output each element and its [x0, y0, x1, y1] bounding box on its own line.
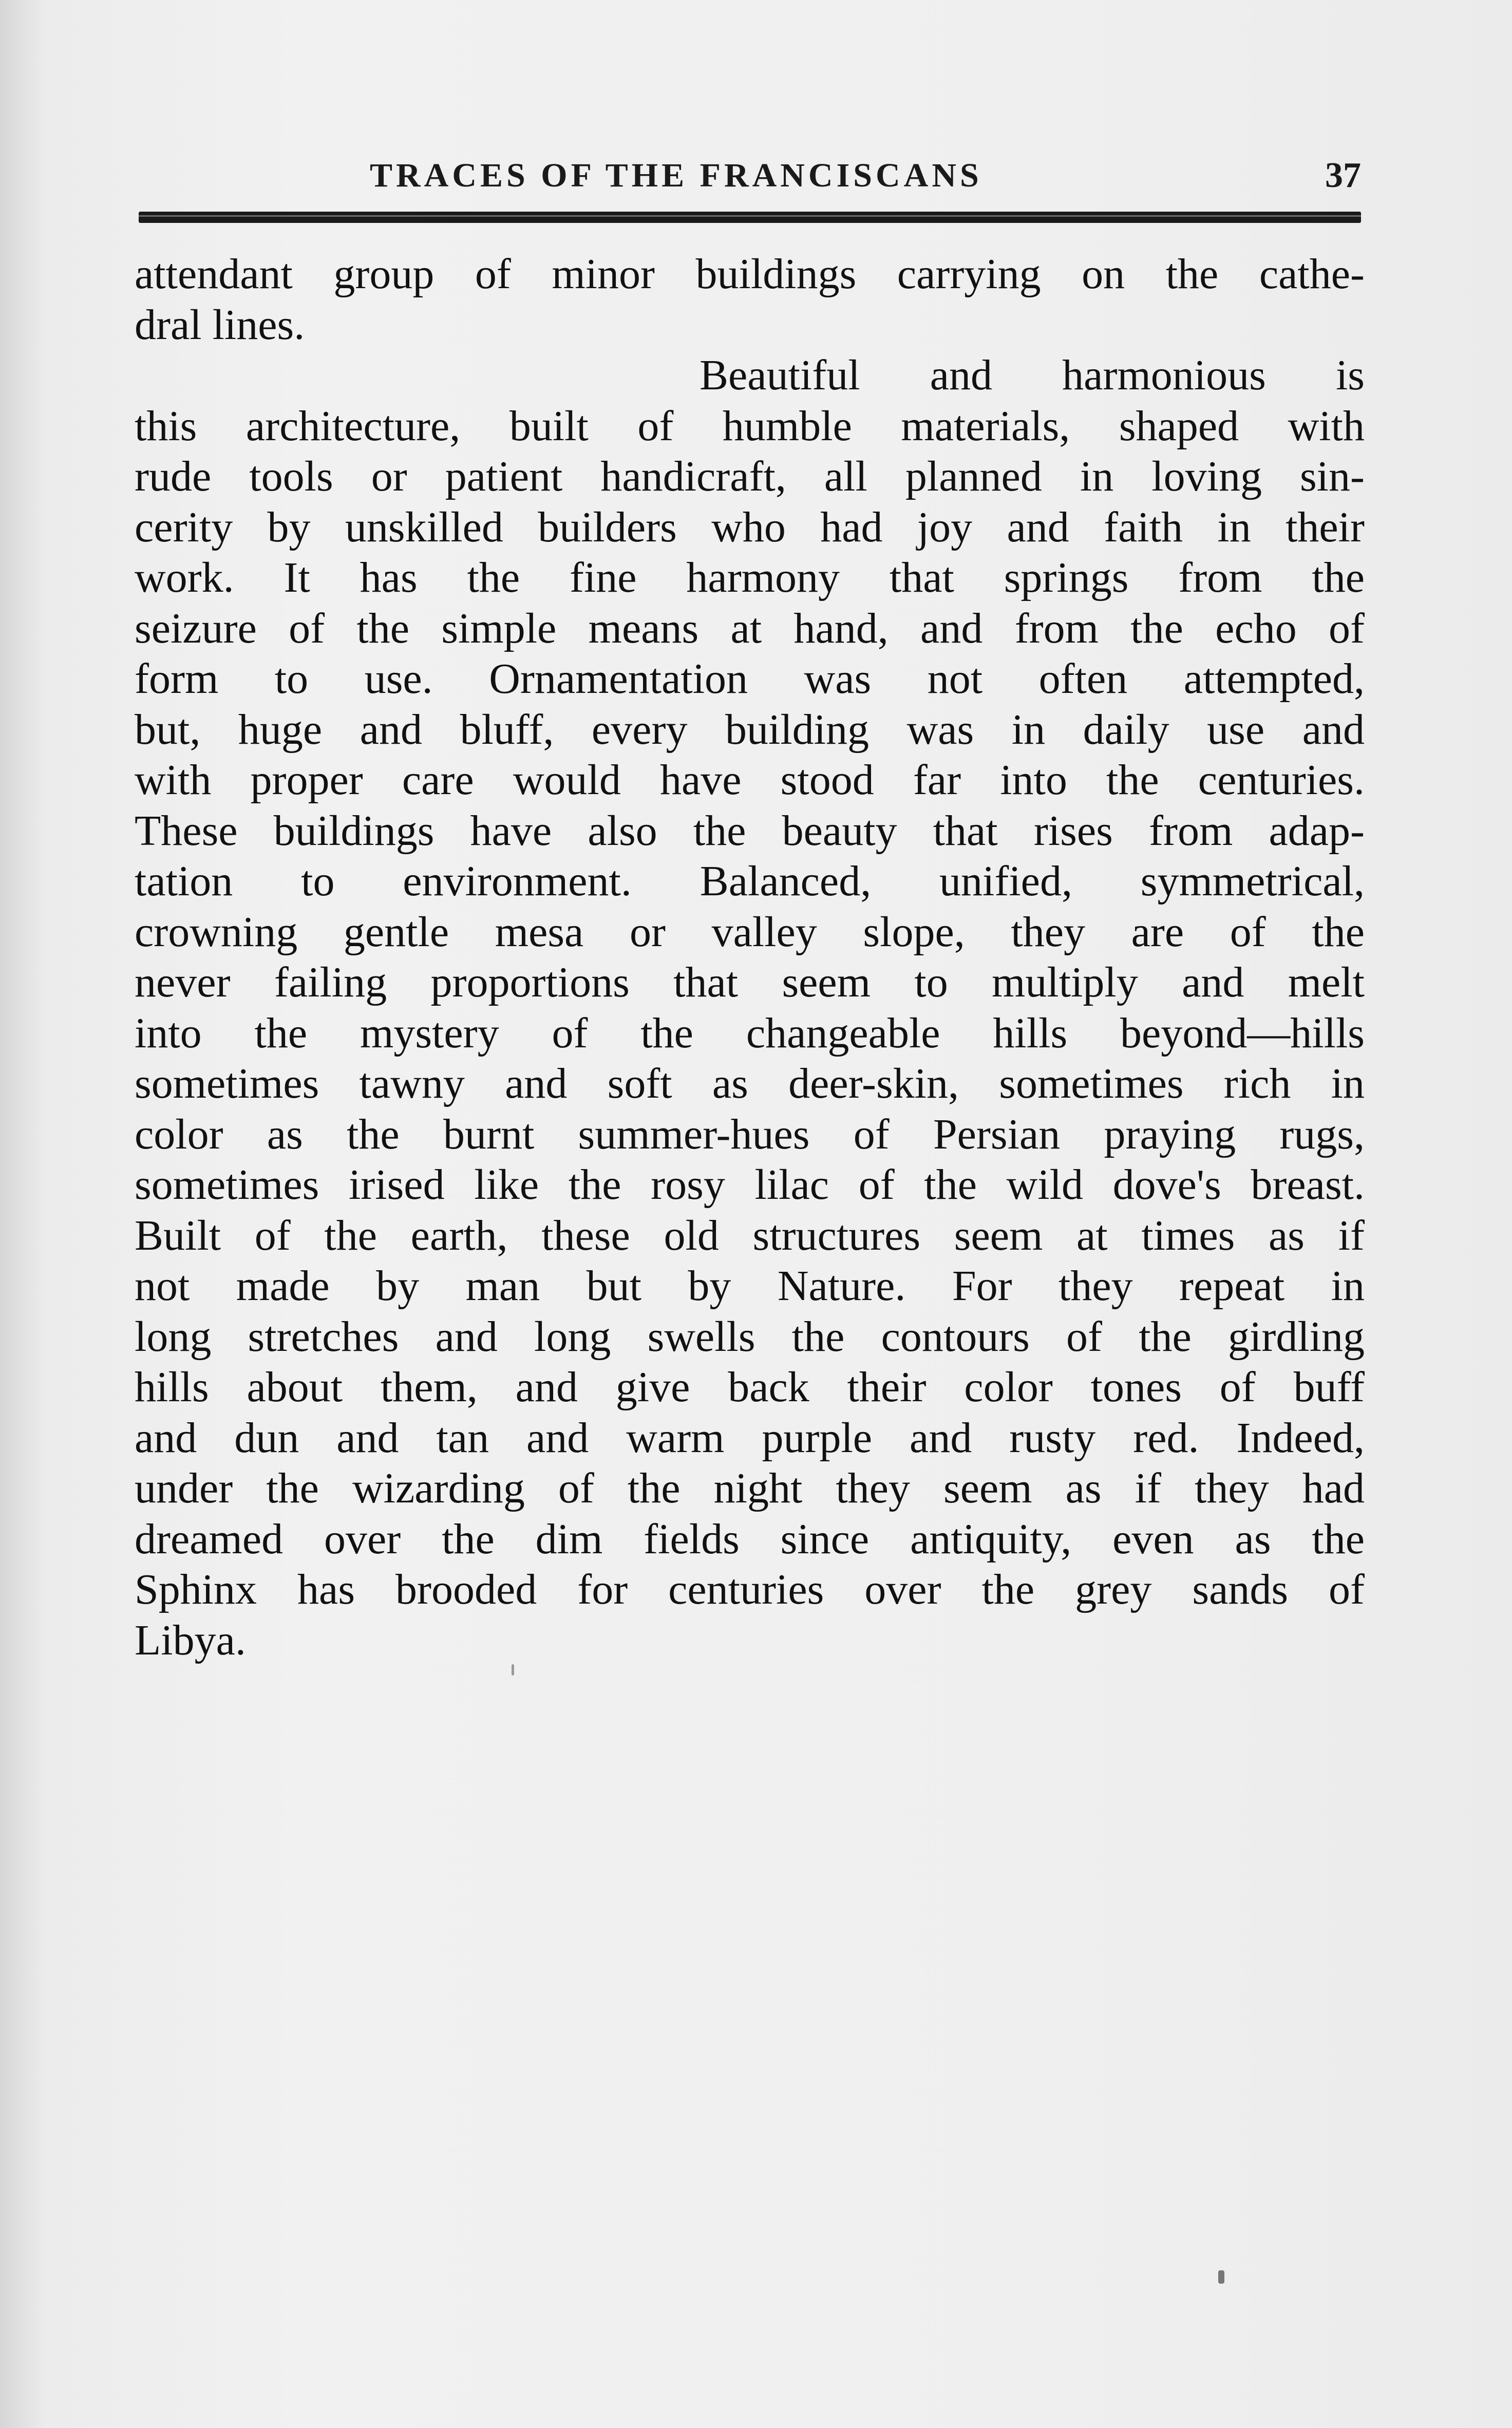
text-line: not made by man but by Nature. For they repeat in — [135, 1262, 1365, 1310]
running-title: TRACES OF THE FRANCISCANS — [370, 157, 982, 194]
text-line: work. It has the fine harmony that springs from the — [135, 554, 1365, 601]
text-line: dral lines. — [135, 300, 305, 349]
text-line: Libya. — [135, 1616, 246, 1664]
text-line: attendant group of minor buildings carrying on the cathe- — [135, 250, 1365, 298]
header-rule — [139, 212, 1361, 223]
text-line: cerity by unskilled builders who had joy and faith in their — [135, 503, 1365, 551]
text-line: tation to environment. Balanced, unified, symmetrical, — [135, 857, 1365, 905]
text-line: dreamed over the dim fields since antiquity, even as the — [135, 1515, 1365, 1563]
text-line: into the mystery of the changeable hills beyond—hills — [135, 1009, 1365, 1057]
text-line: crowning gentle mesa or valley slope, they are of the — [135, 908, 1365, 956]
text-line: hills about them, and give back their color tones of buff — [135, 1363, 1365, 1411]
body-text — [135, 249, 1365, 1666]
text-line: sometimes tawny and soft as deer-skin, sometimes rich in — [135, 1060, 1365, 1107]
text-line: Built of the earth, these old structures seem at times as if — [135, 1211, 1365, 1259]
text-line: seizure of the simple means at hand, and from the echo of — [135, 604, 1365, 652]
text-line: with proper care would have stood far into the centuries. — [135, 756, 1365, 804]
text-line: rude tools or patient handicraft, all planned in loving sin- — [135, 453, 1365, 500]
paper-speck — [1218, 2270, 1224, 2284]
text-line: Beautiful and harmonious is — [700, 351, 1365, 399]
text-line: long stretches and long swells the contours of the girdling — [135, 1312, 1365, 1361]
text-line: sometimes irised like the rosy lilac of the wild dove's breast. — [135, 1161, 1365, 1209]
text-line: Sphinx has brooded for centuries over the grey sands of — [135, 1566, 1365, 1613]
text-line: These buildings have also the beauty that rises from adap- — [135, 806, 1365, 855]
text-line: and dun and tan and warm purple and rusty red. Indeed, — [135, 1414, 1365, 1462]
text-line: form to use. Ornamentation was not often attempted, — [135, 655, 1365, 703]
paper-speck — [512, 1664, 514, 1676]
text-line: under the wizarding of the night they seem as if they had — [135, 1464, 1365, 1512]
text-line: this architecture, built of humble materials, shaped with — [135, 402, 1365, 450]
running-head — [139, 149, 1361, 211]
page-number: 37 — [1325, 156, 1361, 195]
text-line: but, huge and bluff, every building was in daily use and — [135, 705, 1365, 754]
text-line: color as the burnt summer-hues of Persian praying rugs, — [135, 1110, 1365, 1158]
text-line: never failing proportions that seem to multiply and melt — [135, 958, 1365, 1006]
